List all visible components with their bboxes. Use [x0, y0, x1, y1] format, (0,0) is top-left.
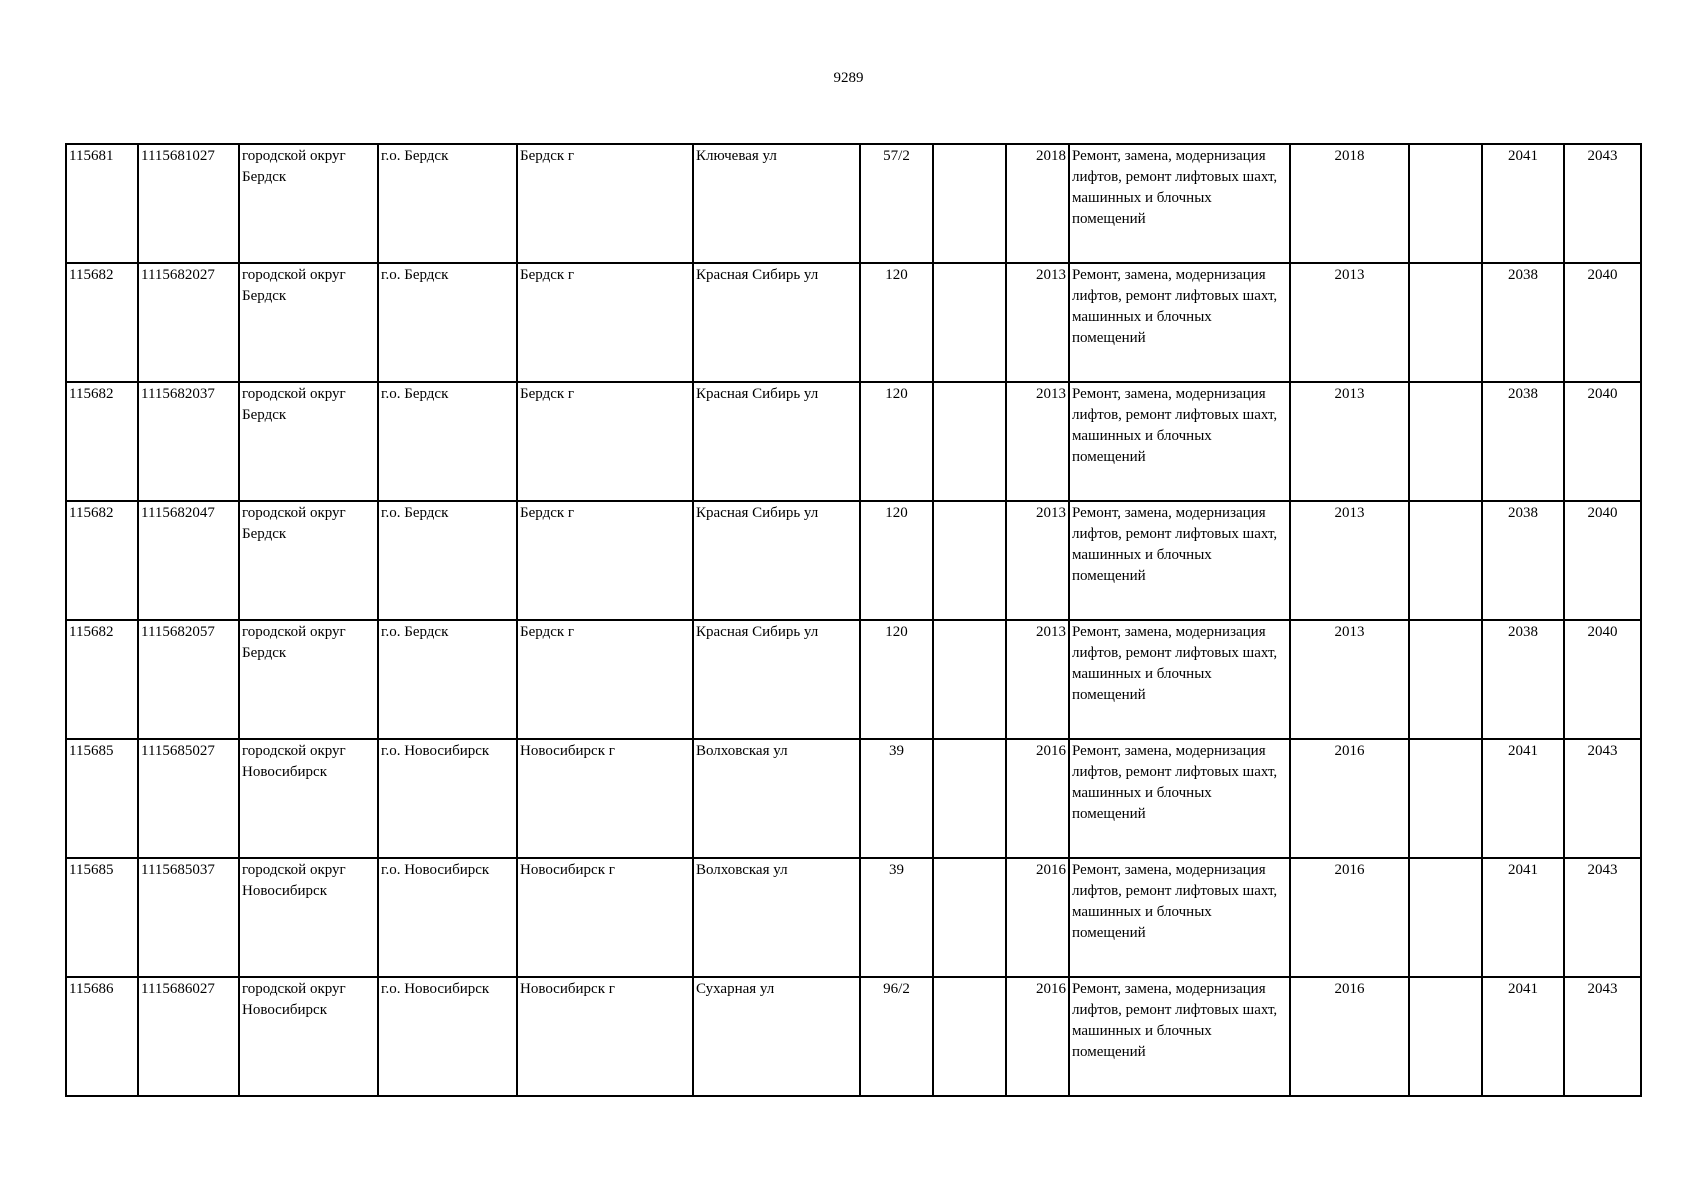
cell-street: Красная Сибирь ул — [693, 263, 860, 382]
cell-house-number: 120 — [860, 382, 933, 501]
cell-empty — [1409, 620, 1482, 739]
cell-year: 2013 — [1006, 382, 1069, 501]
cell-settlement: Новосибирск г — [517, 858, 693, 977]
cell-house-number: 96/2 — [860, 977, 933, 1096]
cell-code: 1115682027 — [138, 263, 239, 382]
cell-code: 1115681027 — [138, 144, 239, 263]
cell-work-type: Ремонт, замена, модернизация лифтов, ремонт лифтовых шахт, машинных и блочных помещений — [1069, 858, 1290, 977]
cell-district: городской округ Бердск — [239, 501, 378, 620]
cell-street: Ключевая ул — [693, 144, 860, 263]
cell-district: городской округ Новосибирск — [239, 739, 378, 858]
cell-year: 2013 — [1290, 382, 1409, 501]
cell-municipality: г.о. Бердск — [378, 501, 517, 620]
cell-empty — [933, 620, 1006, 739]
table-row — [66, 144, 1641, 263]
cell-house-number: 39 — [860, 858, 933, 977]
cell-street: Красная Сибирь ул — [693, 501, 860, 620]
cell-house-number: 57/2 — [860, 144, 933, 263]
cell-empty — [1409, 739, 1482, 858]
cell-year: 2040 — [1564, 620, 1641, 739]
cell-street: Волховская ул — [693, 858, 860, 977]
cell-year: 2040 — [1564, 382, 1641, 501]
cell-year: 2018 — [1290, 144, 1409, 263]
cell-work-type: Ремонт, замена, модернизация лифтов, ремонт лифтовых шахт, машинных и блочных помещений — [1069, 382, 1290, 501]
cell-district: городской округ Бердск — [239, 144, 378, 263]
cell-settlement: Бердск г — [517, 263, 693, 382]
cell-municipality: г.о. Новосибирск — [378, 739, 517, 858]
cell-street: Сухарная ул — [693, 977, 860, 1096]
cell-empty — [1409, 501, 1482, 620]
cell-year: 2038 — [1482, 382, 1564, 501]
table-row — [66, 858, 1641, 977]
cell-district: городской округ Бердск — [239, 620, 378, 739]
cell-work-type: Ремонт, замена, модернизация лифтов, ремонт лифтовых шахт, машинных и блочных помещений — [1069, 977, 1290, 1096]
cell-year: 2013 — [1006, 501, 1069, 620]
cell-code: 1115685027 — [138, 739, 239, 858]
cell-year: 2016 — [1006, 977, 1069, 1096]
register-table — [65, 143, 1642, 1097]
cell-district: городской округ Новосибирск — [239, 977, 378, 1096]
cell-year: 2041 — [1482, 144, 1564, 263]
table-row — [66, 382, 1641, 501]
cell-year: 2038 — [1482, 620, 1564, 739]
cell-municipality: г.о. Бердск — [378, 620, 517, 739]
cell-id: 115685 — [66, 739, 138, 858]
cell-id: 115685 — [66, 858, 138, 977]
cell-street: Красная Сибирь ул — [693, 382, 860, 501]
cell-year: 2018 — [1006, 144, 1069, 263]
cell-id: 115682 — [66, 382, 138, 501]
cell-house-number: 39 — [860, 739, 933, 858]
cell-year: 2041 — [1482, 739, 1564, 858]
cell-empty — [933, 739, 1006, 858]
table-row — [66, 501, 1641, 620]
cell-year: 2013 — [1006, 620, 1069, 739]
cell-year: 2013 — [1006, 263, 1069, 382]
cell-year: 2043 — [1564, 977, 1641, 1096]
cell-year: 2013 — [1290, 263, 1409, 382]
cell-id: 115681 — [66, 144, 138, 263]
cell-house-number: 120 — [860, 501, 933, 620]
cell-code: 1115682047 — [138, 501, 239, 620]
page-number: 9289 — [833, 70, 864, 86]
cell-year: 2040 — [1564, 501, 1641, 620]
cell-house-number: 120 — [860, 263, 933, 382]
cell-district: городской округ Бердск — [239, 263, 378, 382]
cell-municipality: г.о. Бердск — [378, 382, 517, 501]
cell-work-type: Ремонт, замена, модернизация лифтов, ремонт лифтовых шахт, машинных и блочных помещений — [1069, 263, 1290, 382]
cell-year: 2041 — [1482, 858, 1564, 977]
cell-district: городской округ Бердск — [239, 382, 378, 501]
cell-municipality: г.о. Новосибирск — [378, 858, 517, 977]
cell-empty — [933, 501, 1006, 620]
cell-settlement: Новосибирск г — [517, 739, 693, 858]
cell-code: 1115682057 — [138, 620, 239, 739]
cell-empty — [1409, 858, 1482, 977]
table-row — [66, 977, 1641, 1096]
cell-year: 2013 — [1290, 501, 1409, 620]
cell-year: 2040 — [1564, 263, 1641, 382]
table-row — [66, 620, 1641, 739]
cell-year: 2016 — [1290, 858, 1409, 977]
register-table-body — [66, 144, 1641, 1096]
cell-year: 2041 — [1482, 977, 1564, 1096]
cell-empty — [1409, 144, 1482, 263]
cell-year: 2016 — [1290, 739, 1409, 858]
cell-empty — [933, 382, 1006, 501]
cell-settlement: Бердск г — [517, 501, 693, 620]
cell-year: 2043 — [1564, 144, 1641, 263]
cell-id: 115682 — [66, 263, 138, 382]
cell-code: 1115686027 — [138, 977, 239, 1096]
cell-work-type: Ремонт, замена, модернизация лифтов, ремонт лифтовых шахт, машинных и блочных помещений — [1069, 739, 1290, 858]
cell-municipality: г.о. Бердск — [378, 144, 517, 263]
cell-settlement: Бердск г — [517, 144, 693, 263]
cell-year: 2038 — [1482, 501, 1564, 620]
cell-street: Волховская ул — [693, 739, 860, 858]
cell-code: 1115682037 — [138, 382, 239, 501]
cell-year: 2043 — [1564, 858, 1641, 977]
cell-empty — [933, 263, 1006, 382]
cell-empty — [1409, 382, 1482, 501]
cell-year: 2043 — [1564, 739, 1641, 858]
cell-settlement: Новосибирск г — [517, 977, 693, 1096]
cell-work-type: Ремонт, замена, модернизация лифтов, ремонт лифтовых шахт, машинных и блочных помещений — [1069, 144, 1290, 263]
cell-id: 115682 — [66, 620, 138, 739]
cell-year: 2013 — [1290, 620, 1409, 739]
cell-code: 1115685037 — [138, 858, 239, 977]
cell-empty — [933, 144, 1006, 263]
cell-id: 115686 — [66, 977, 138, 1096]
cell-id: 115682 — [66, 501, 138, 620]
cell-municipality: г.о. Бердск — [378, 263, 517, 382]
cell-empty — [933, 977, 1006, 1096]
cell-year: 2016 — [1290, 977, 1409, 1096]
cell-settlement: Бердск г — [517, 382, 693, 501]
cell-work-type: Ремонт, замена, модернизация лифтов, ремонт лифтовых шахт, машинных и блочных помещений — [1069, 501, 1290, 620]
cell-year: 2038 — [1482, 263, 1564, 382]
cell-empty — [933, 858, 1006, 977]
cell-empty — [1409, 977, 1482, 1096]
cell-municipality: г.о. Новосибирск — [378, 977, 517, 1096]
table-row — [66, 739, 1641, 858]
cell-year: 2016 — [1006, 858, 1069, 977]
cell-settlement: Бердск г — [517, 620, 693, 739]
cell-empty — [1409, 263, 1482, 382]
cell-year: 2016 — [1006, 739, 1069, 858]
cell-house-number: 120 — [860, 620, 933, 739]
cell-street: Красная Сибирь ул — [693, 620, 860, 739]
table-row — [66, 263, 1641, 382]
cell-district: городской округ Новосибирск — [239, 858, 378, 977]
cell-work-type: Ремонт, замена, модернизация лифтов, ремонт лифтовых шахт, машинных и блочных помещений — [1069, 620, 1290, 739]
